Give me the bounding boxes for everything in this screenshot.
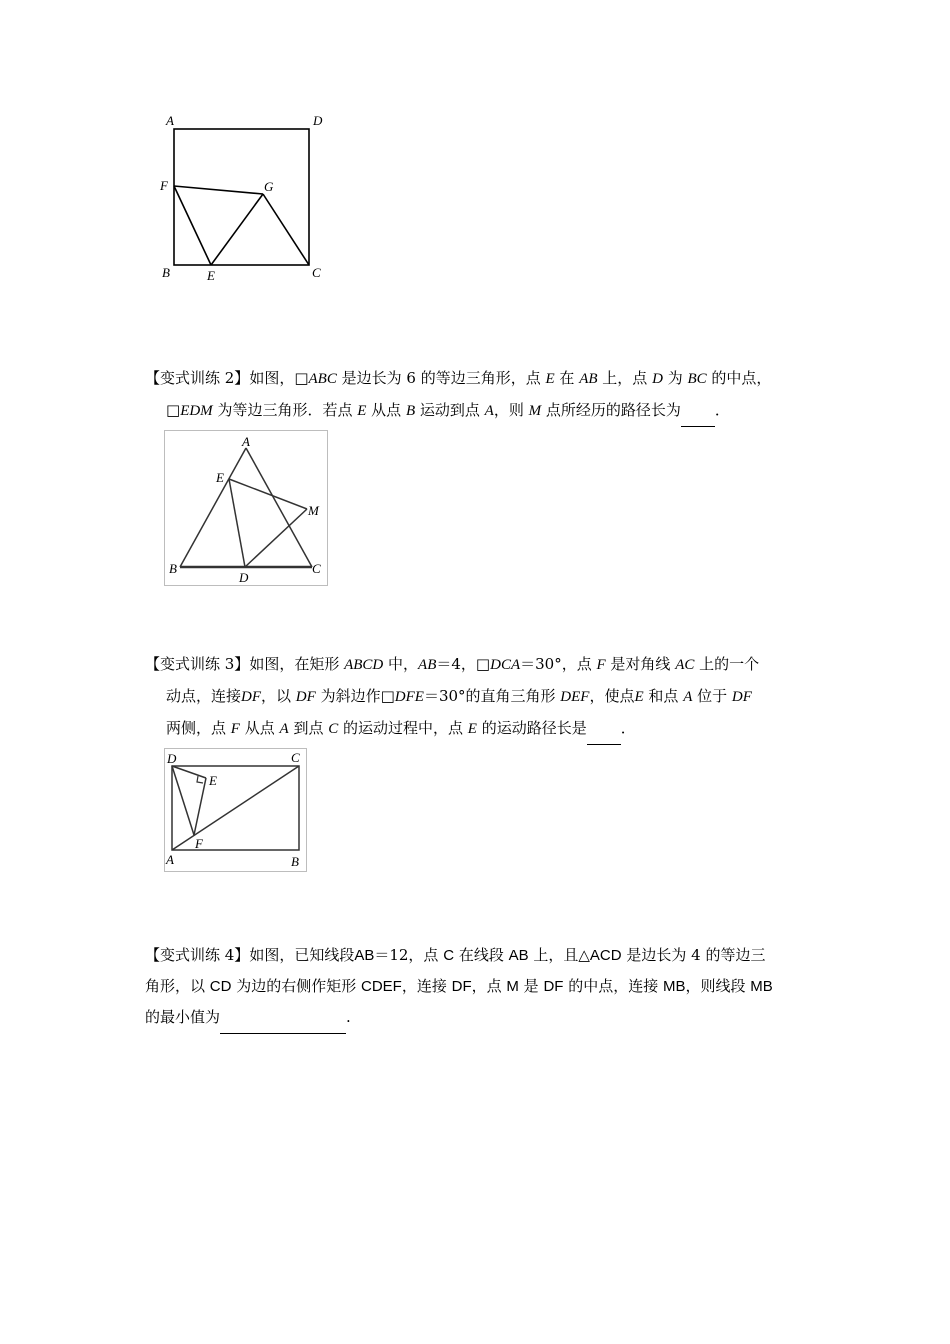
label-a: A [166, 852, 174, 867]
label-a: A [166, 113, 174, 128]
label-e: E [216, 470, 224, 485]
exercise-4-text: 【变式训练 4】如图，已知线段AB＝12，点 C 在线段 AB 上，且△ACD 是边长为 4 的等边三 角形，以 CD 为边的右侧作矩形 CDEF，连接 DF，点 M 是 DF 的中点，连接 MB，则线段 MB 的最小值为 . [145, 940, 815, 1034]
label-d: D [239, 570, 249, 585]
label-m: M [308, 503, 319, 518]
label-d: D [167, 751, 177, 766]
label-d: D [313, 113, 323, 128]
label-a: A [242, 434, 250, 449]
exercise-2-title: 【变式训练 2】 [145, 369, 250, 387]
label-f: F [160, 178, 168, 193]
label-e: E [209, 773, 217, 788]
exercise-2-text: 【变式训练 2】如图，□ABC 是边长为 6 的等边三角形，点 E 在 AB 上，点 D 为 BC 的中点， □EDM 为等边三角形．若点 E 从点 B 运动到点 A，则 M 点所经历的路径长为 ． [145, 363, 815, 427]
segment-fg [174, 186, 263, 194]
figure-triangle-edm [164, 430, 330, 588]
label-e: E [207, 268, 215, 283]
figure-rectangle-svg [164, 748, 310, 874]
label-b: B [162, 265, 170, 280]
label-b: B [291, 854, 299, 869]
answer-blank-2[interactable] [681, 395, 715, 427]
exercise-3-title: 【变式训练 3】 [145, 655, 250, 673]
label-b: B [169, 561, 177, 576]
square-abcd [174, 129, 309, 265]
segment-eg [211, 194, 263, 265]
figure-square-svg [150, 110, 340, 290]
segment-fe [174, 186, 211, 265]
label-c: C [312, 561, 321, 576]
answer-blank-3[interactable] [587, 713, 621, 745]
label-c: C [291, 750, 300, 765]
exercise-3-text: 【变式训练 3】如图，在矩形 ABCD 中，AB＝4，□DCA＝30°，点 F 是对角线 AC 上的一个 动点，连接DF，以 DF 为斜边作□DFE＝30°的直角三角形 DEF，使点E 和点 A 位于 DF 两侧，点 F 从点 A 到点 C 的运动过程中，点 E 的运动路径长是 ． [145, 649, 815, 745]
label-g: G [264, 179, 274, 194]
segment-gc [263, 194, 309, 265]
figure-rectangle-def [164, 748, 310, 874]
figure-square-afgec [150, 110, 340, 290]
label-f: F [195, 836, 203, 851]
answer-blank-4[interactable] [220, 1002, 346, 1034]
exercise-4-title: 【变式训练 4】 [145, 946, 250, 964]
label-c: C [312, 265, 321, 280]
figure-triangle-svg [164, 430, 330, 588]
